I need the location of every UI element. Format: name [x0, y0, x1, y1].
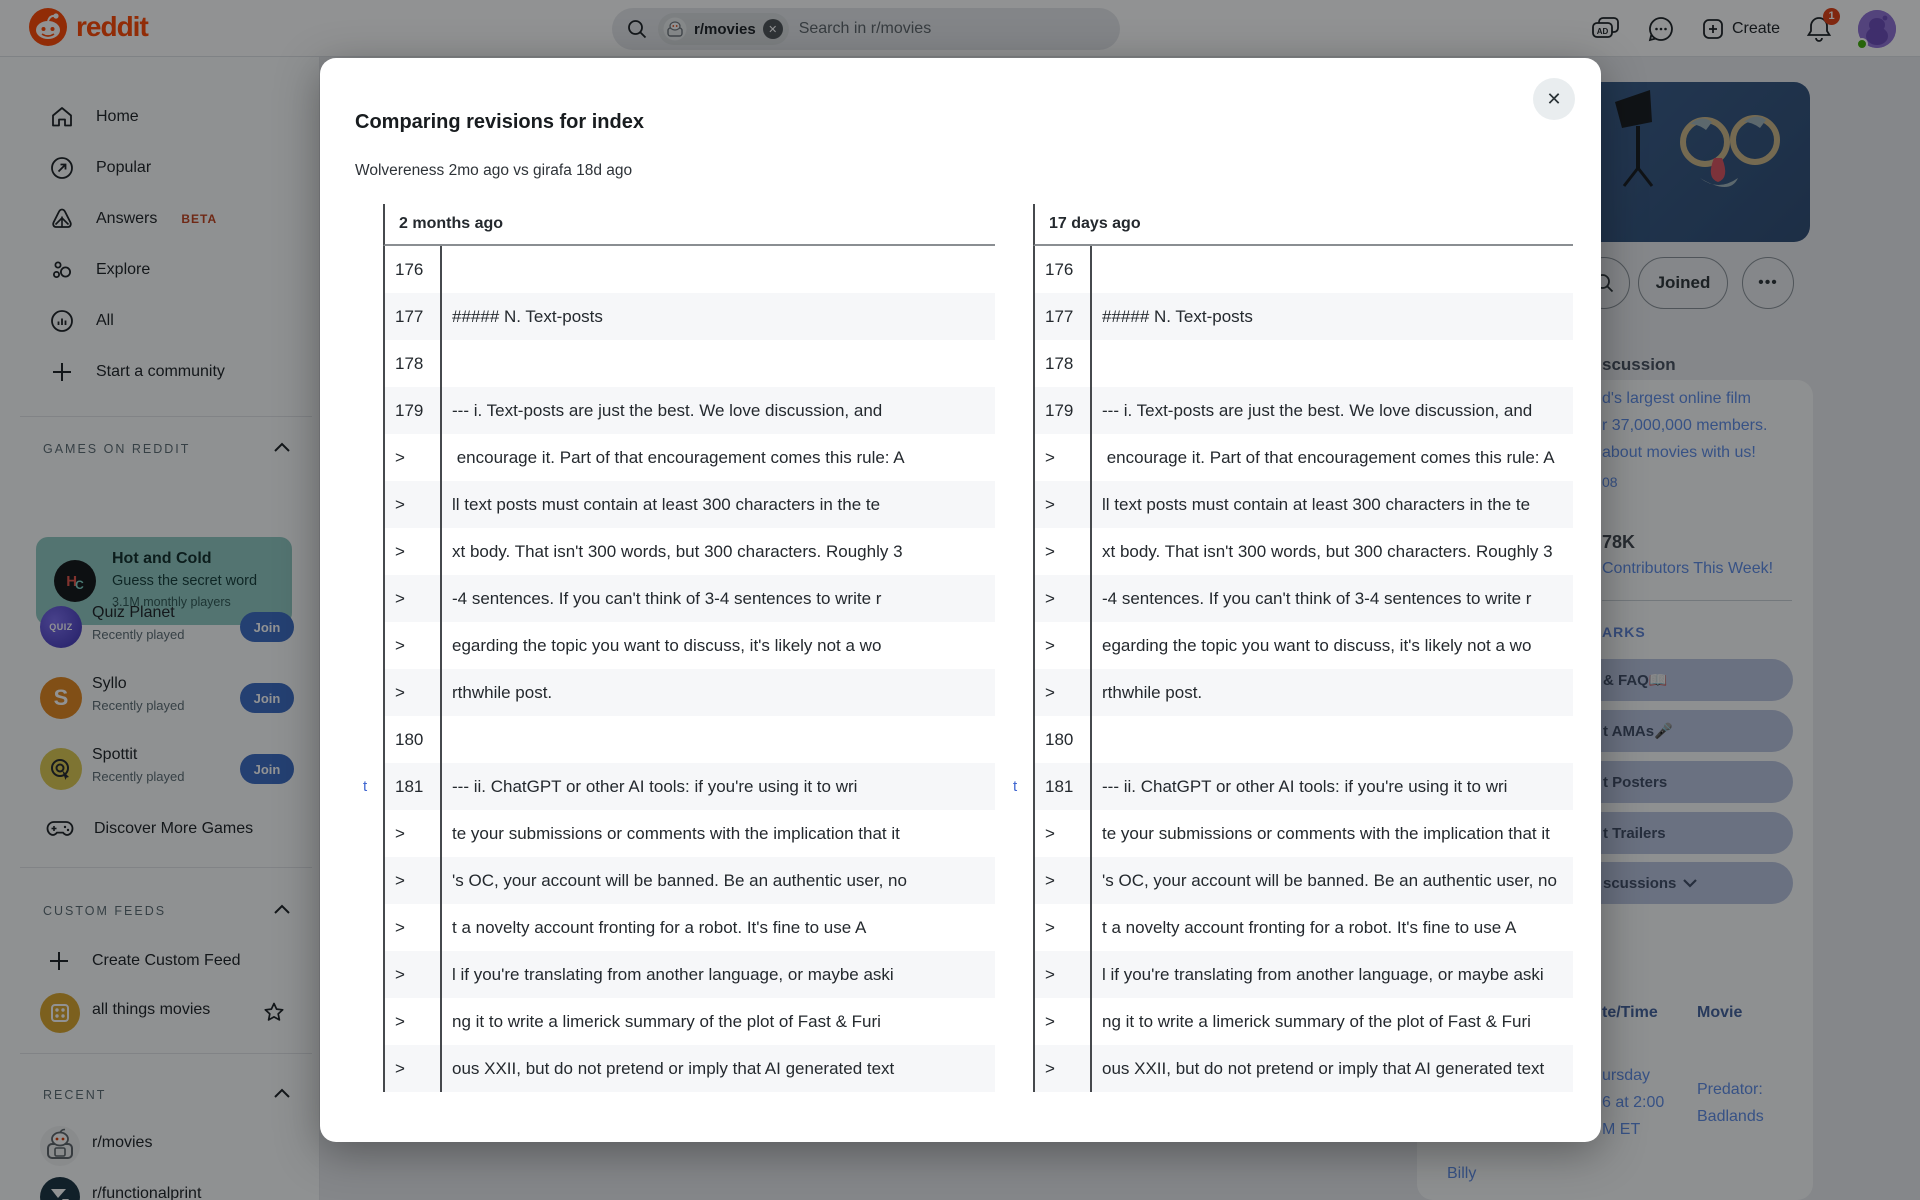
discussion-extra-fragment: Billy	[1447, 1165, 1477, 1182]
diff-gutter	[1005, 246, 1033, 293]
diff-gutter	[355, 810, 383, 857]
diff-side-old	[355, 204, 995, 1094]
diff-line-text: rthwhile post.	[1092, 669, 1573, 716]
diff-row	[1005, 763, 1573, 810]
diff-row	[355, 293, 995, 340]
diff-line-text: ng it to write a limerick summary of the plot of Fast & Furi	[1102, 1012, 1531, 1031]
modal-subtitle: Wolvereness 2mo ago vs girafa 18d ago	[355, 162, 633, 179]
diff-row	[1005, 340, 1573, 387]
diff-line-text: ##### N. Text-posts	[1092, 293, 1573, 340]
diff-gutter	[1005, 293, 1033, 340]
discussion-movie-fragment: Predator: Badlands	[1697, 1081, 1764, 1125]
modal-title: Comparing revisions for index	[355, 111, 644, 133]
bookmark-amas[interactable]: t AMAs🎤	[1550, 710, 1793, 752]
featured-game-players: 3.1M monthly players	[112, 595, 231, 609]
discover-more-games-label: Discover More Games	[94, 820, 254, 837]
diff-line-number: >	[383, 857, 442, 904]
diff-row	[355, 810, 995, 857]
diff-line-number: 177	[1033, 293, 1092, 340]
diff-gutter	[1005, 1045, 1033, 1092]
diff-line-number: >	[383, 528, 442, 575]
diff-gutter	[355, 575, 383, 622]
diff-line-number: >	[383, 575, 442, 622]
sidebar-item-label: Start a community	[96, 363, 225, 380]
diff-line-number: >	[1033, 951, 1092, 998]
diff-gutter	[1005, 857, 1033, 904]
create-label: Create	[1731, 19, 1780, 37]
diff-gutter	[1005, 998, 1033, 1045]
diff-gutter	[355, 857, 383, 904]
diff-line-text: ous XXII, but do not pretend or imply that AI generated text	[1092, 1045, 1573, 1092]
diff-line-text: t a novelty account fronting for a robot. It's fine to use A	[452, 918, 867, 937]
diff-row	[355, 575, 995, 622]
about-description-fragment: d's largest online film r 37,000,000 members. about movies with us!	[1602, 390, 1768, 461]
diff-line-number: >	[1033, 1045, 1092, 1092]
diff-line-number: 178	[1033, 340, 1092, 387]
beta-badge: BETA	[181, 212, 218, 226]
diff-gutter	[355, 481, 383, 528]
diff-line-number: 180	[383, 716, 442, 763]
diff-line-number: >	[383, 904, 442, 951]
join-button[interactable]: Join	[240, 754, 294, 784]
diff-line-number: >	[1033, 857, 1092, 904]
diff-row	[355, 387, 995, 434]
diff-row	[355, 951, 995, 998]
diff-gutter	[355, 622, 383, 669]
diff-line-text: xt body. That isn't 300 words, but 300 characters. Roughly 3	[1102, 542, 1553, 561]
diff-row	[355, 434, 995, 481]
diff-gutter	[1005, 528, 1033, 575]
diff-line-text: egarding the topic you want to discuss, it's likely not a wo	[1102, 636, 1532, 655]
game-name: Syllo	[92, 675, 127, 692]
diff-gutter	[1005, 716, 1033, 763]
hot-and-cold-icon: H C	[54, 560, 96, 602]
diff-gutter-header	[1005, 204, 1033, 246]
bookmark-wiki-faq[interactable]: & FAQ📖	[1550, 659, 1793, 701]
diff-gutter	[355, 293, 383, 340]
diff-line-number: >	[1033, 575, 1092, 622]
revision-marker-link[interactable]: t	[1013, 778, 1018, 795]
diff-line-text: xt body. That isn't 300 words, but 300 characters. Roughly 3	[452, 542, 903, 561]
custom-feed-name: all things movies	[92, 1001, 211, 1018]
diff-line-number: >	[1033, 669, 1092, 716]
diff-gutter	[355, 904, 383, 951]
more-options-button[interactable]: •••	[1742, 257, 1794, 309]
diff-gutter	[1005, 340, 1033, 387]
diff-row	[355, 528, 995, 575]
diff-line-text: -4 sentences. If you can't think of 3-4 sentences to write r	[1092, 575, 1573, 622]
diff-line-text: ous XXII, but do not pretend or imply that AI generated text	[442, 1045, 995, 1092]
diff-side-new	[1005, 204, 1573, 1094]
diff-row	[1005, 716, 1573, 763]
diff-line-number: >	[1033, 622, 1092, 669]
diff-line-number: >	[1033, 528, 1092, 575]
diff-line-number: 176	[1033, 246, 1092, 293]
revision-compare-modal	[320, 58, 1601, 1142]
diff-row	[355, 481, 995, 528]
diff-row	[355, 669, 995, 716]
diff-row	[1005, 434, 1573, 481]
diff-row	[1005, 622, 1573, 669]
diff-line-text: egarding the topic you want to discuss, it's likely not a wo	[452, 636, 882, 655]
created-date-fragment: 08	[1602, 474, 1618, 490]
diff-gutter	[355, 528, 383, 575]
diff-gutter	[355, 998, 383, 1045]
diff-gutter	[355, 434, 383, 481]
diff-line-text	[1092, 340, 1573, 387]
discussion-date-fragment: ursday 6 at 2:00 M ET	[1602, 1067, 1665, 1138]
diff-line-number: >	[383, 669, 442, 716]
sidebar-item-label: All	[96, 312, 114, 329]
diff-line-text: ll text posts must contain at least 300 characters in the te	[442, 481, 995, 528]
featured-game-subtitle: Guess the secret word	[112, 573, 258, 589]
about-title-fragment: scussion	[1602, 355, 1676, 374]
featured-game-title: Hot and Cold	[112, 550, 212, 567]
diff-gutter	[1005, 387, 1033, 434]
bookmark-posters[interactable]: t Posters	[1550, 761, 1793, 803]
diff-row	[1005, 1045, 1573, 1092]
recent-section-header: RECENT	[43, 1088, 107, 1102]
diff-row	[355, 716, 995, 763]
diff-column-header-old: 2 months ago	[383, 204, 995, 246]
diff-column-header-new: 17 days ago	[1033, 204, 1573, 246]
diff-row	[1005, 293, 1573, 340]
diff-line-text: t a novelty account fronting for a robot. It's fine to use A	[1102, 918, 1517, 937]
diff-gutter	[355, 1045, 383, 1092]
revision-marker-link[interactable]: t	[363, 778, 368, 795]
diff-line-number: 179	[383, 387, 442, 434]
diff-line-text	[1092, 716, 1573, 763]
diff-row	[355, 857, 995, 904]
discussions-col2-header: Movie	[1697, 1004, 1743, 1021]
quiz-planet-icon: QUIZ	[40, 606, 82, 648]
diff-gutter	[1005, 810, 1033, 857]
joined-button[interactable]: Joined	[1638, 257, 1728, 309]
diff-line-text: 's OC, your account will be banned. Be an authentic user, no	[442, 857, 995, 904]
diff-line-text: l if you're translating from another language, or maybe aski	[1092, 951, 1573, 998]
custom-feeds-header: CUSTOM FEEDS	[43, 904, 167, 918]
diff-row	[1005, 481, 1573, 528]
diff-line-text: ##### N. Text-posts	[442, 293, 995, 340]
game-status: Recently played	[92, 698, 185, 713]
diff-line-text: -4 sentences. If you can't think of 3-4 sentences to write r	[442, 575, 995, 622]
diff-line-text: ll text posts must contain at least 300 characters in the te	[1092, 481, 1573, 528]
diff-gutter-header	[355, 204, 383, 246]
diff-row	[1005, 575, 1573, 622]
search-scope-label: r/movies	[694, 20, 756, 38]
diff-gutter	[1005, 575, 1033, 622]
diff-row	[355, 763, 995, 810]
diff-gutter	[355, 246, 383, 293]
diff-line-text: encourage it. Part of that encouragement comes this rule: A	[1102, 448, 1555, 467]
diff-gutter	[355, 716, 383, 763]
diff-gutter	[1005, 622, 1033, 669]
diff-row	[1005, 810, 1573, 857]
diff-line-number: >	[383, 622, 442, 669]
sidebar-item-label: Home	[96, 108, 139, 125]
diff-line-number: >	[1033, 434, 1092, 481]
diff-gutter	[1005, 904, 1033, 951]
diff-line-number: >	[383, 434, 442, 481]
diff-row	[355, 622, 995, 669]
diff-line-text	[442, 246, 995, 293]
diff-row	[1005, 669, 1573, 716]
diff-line-text: --- i. Text-posts are just the best. We love discussion, and	[442, 387, 995, 434]
diff-row	[1005, 904, 1573, 951]
join-button[interactable]: Join	[240, 683, 294, 713]
diff-line-number: 180	[1033, 716, 1092, 763]
sidebar-item-label: Answers	[96, 210, 158, 227]
diff-line-text	[442, 340, 995, 387]
game-status: Recently played	[92, 627, 185, 642]
recent-item-label: r/movies	[92, 1134, 153, 1151]
recent-item-label: r/functionalprint	[92, 1185, 202, 1200]
diff-line-number: >	[383, 810, 442, 857]
diff-row	[1005, 246, 1573, 293]
diff-line-number: 177	[383, 293, 442, 340]
game-name: Spottit	[92, 746, 138, 763]
diff-row	[355, 998, 995, 1045]
diff-line-text: rthwhile post.	[442, 669, 995, 716]
join-button[interactable]: Join	[240, 612, 294, 642]
syllo-icon: S	[40, 677, 82, 719]
diff-gutter	[1005, 481, 1033, 528]
diff-line-number: >	[383, 998, 442, 1045]
notification-badge: 1	[1823, 8, 1840, 25]
diff-line-number: >	[383, 1045, 442, 1092]
diff-line-number: 181	[383, 763, 442, 810]
diff-gutter	[1005, 434, 1033, 481]
discussions-col1-fragment: te/Time	[1602, 1004, 1658, 1021]
diff-line-number: >	[1033, 998, 1092, 1045]
diff-row	[355, 340, 995, 387]
diff-gutter	[355, 387, 383, 434]
diff-line-text: 's OC, your account will be banned. Be an authentic user, no	[1092, 857, 1573, 904]
diff-gutter	[355, 669, 383, 716]
svg-text:AD: AD	[1596, 26, 1609, 36]
contributors-fragment: Contributors This Week!	[1602, 560, 1774, 577]
diff-line-text	[1092, 246, 1573, 293]
diff-line-number: 179	[1033, 387, 1092, 434]
diff-line-text: l if you're translating from another language, or maybe aski	[442, 951, 995, 998]
diff-row	[355, 904, 995, 951]
diff-line-text: ng it to write a limerick summary of the plot of Fast & Furi	[452, 1012, 881, 1031]
close-icon[interactable]: ✕	[1533, 78, 1575, 120]
diff-line-number: >	[1033, 481, 1092, 528]
diff-line-text: te your submissions or comments with the implication that it	[1102, 824, 1550, 843]
diff-line-text: --- ii. ChatGPT or other AI tools: if you're using it to wri	[1092, 763, 1573, 810]
diff-line-number: >	[383, 481, 442, 528]
diff-line-number: 181	[1033, 763, 1092, 810]
diff-line-number: >	[1033, 904, 1092, 951]
diff-gutter	[355, 340, 383, 387]
diff-line-text: --- ii. ChatGPT or other AI tools: if you're using it to wri	[442, 763, 995, 810]
games-section-header: GAMES ON REDDIT	[43, 442, 191, 456]
members-count-fragment: 78K	[1602, 532, 1636, 552]
diff-line-number: 176	[383, 246, 442, 293]
diff-row	[1005, 387, 1573, 434]
diff-line-text: te your submissions or comments with the implication that it	[452, 824, 900, 843]
diff-table	[355, 204, 1573, 1094]
diff-line-text: --- i. Text-posts are just the best. We love discussion, and	[1092, 387, 1573, 434]
diff-row	[1005, 951, 1573, 998]
diff-row	[1005, 857, 1573, 904]
diff-gutter	[1005, 951, 1033, 998]
diff-line-number: >	[1033, 810, 1092, 857]
reddit-wordmark: reddit	[76, 11, 148, 42]
create-custom-feed-label: Create Custom Feed	[92, 952, 241, 969]
bookmark-trailers[interactable]: t Trailers	[1550, 812, 1793, 854]
diff-gutter	[355, 951, 383, 998]
bookmark-discussions[interactable]: scussions	[1550, 862, 1793, 904]
diff-gutter	[1005, 669, 1033, 716]
game-name: Quiz Planet	[92, 604, 175, 621]
game-status: Recently played	[92, 769, 185, 784]
diff-row	[355, 1045, 995, 1092]
diff-line-number: 178	[383, 340, 442, 387]
diff-row	[355, 246, 995, 293]
diff-row	[1005, 998, 1573, 1045]
bookmarks-header-fragment: ARKS	[1602, 624, 1646, 640]
clear-scope-icon[interactable]: ✕	[763, 19, 783, 39]
sidebar-item-label: Popular	[96, 159, 152, 176]
diff-line-text: encourage it. Part of that encouragement comes this rule: A	[452, 448, 905, 467]
diff-row	[1005, 528, 1573, 575]
diff-line-text	[442, 716, 995, 763]
sidebar-item-label: Explore	[96, 261, 151, 278]
diff-line-number: >	[383, 951, 442, 998]
search-placeholder[interactable]: Search in r/movies	[798, 20, 932, 37]
